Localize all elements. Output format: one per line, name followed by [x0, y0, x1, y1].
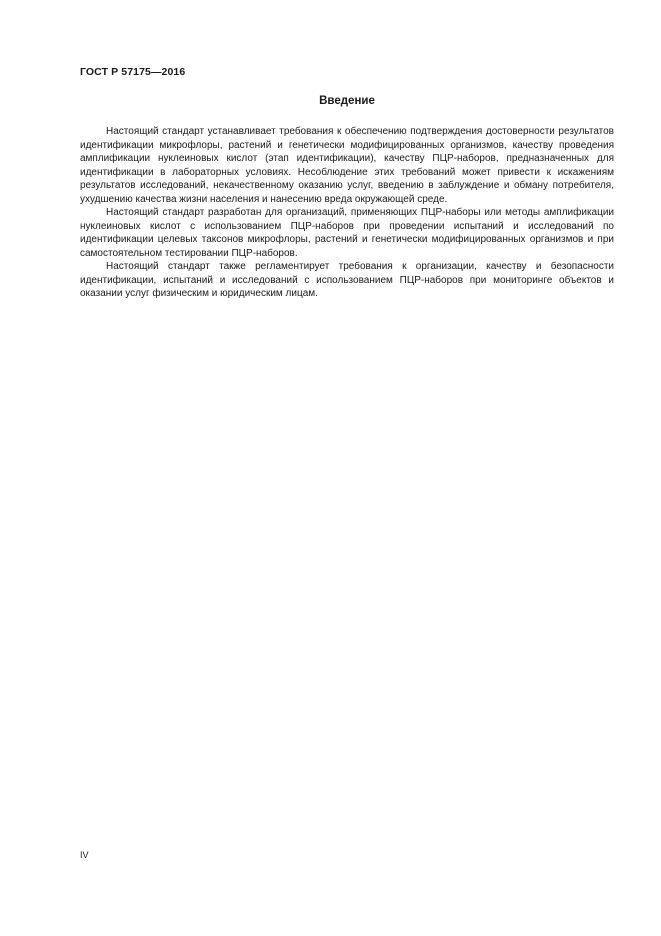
paragraph-1: Настоящий стандарт устанавливает требования к обеспечению подтверждения достоверности результатов идентификации микрофлоры, растений и генетически модифицированных организмов, качеству проведения амплификации нуклеиновых кислот (этап идентификации), качеству ПЦР-наборов, предназначенных для идентификации в лабораторных условиях. Несоблюдение этих требований может привести к искажениям результатов исследований, некачественному оказанию услуг, введению в заблуждение и обману потребителя, ухудшению качества жизни населения и нанесению вреда окружающей среде. [80, 126, 614, 205]
paragraph-2: Настоящий стандарт разработан для организаций, применяющих ПЦР-наборы или методы амплификации нуклеиновых кислот с использованием ПЦР-наборов при проведении испытаний и исследований по идентификации целевых таксонов микрофлоры, растений и генетически модифицированных организмов и при самостоятельном тестировании ПЦР-наборов. [80, 207, 614, 259]
paragraph-3: Настоящий стандарт также регламентирует требования к организации, качеству и безопасности идентификации, испытаний и исследований с использованием ПЦР-наборов при мониторинге объектов и оказании услуг физическим и юридическим лицам. [80, 261, 614, 299]
introduction-body [80, 125, 614, 301]
page-number: IV [80, 850, 89, 860]
document-header: ГОСТ Р 57175—2016 [80, 66, 186, 78]
section-title: Введение [319, 95, 375, 107]
